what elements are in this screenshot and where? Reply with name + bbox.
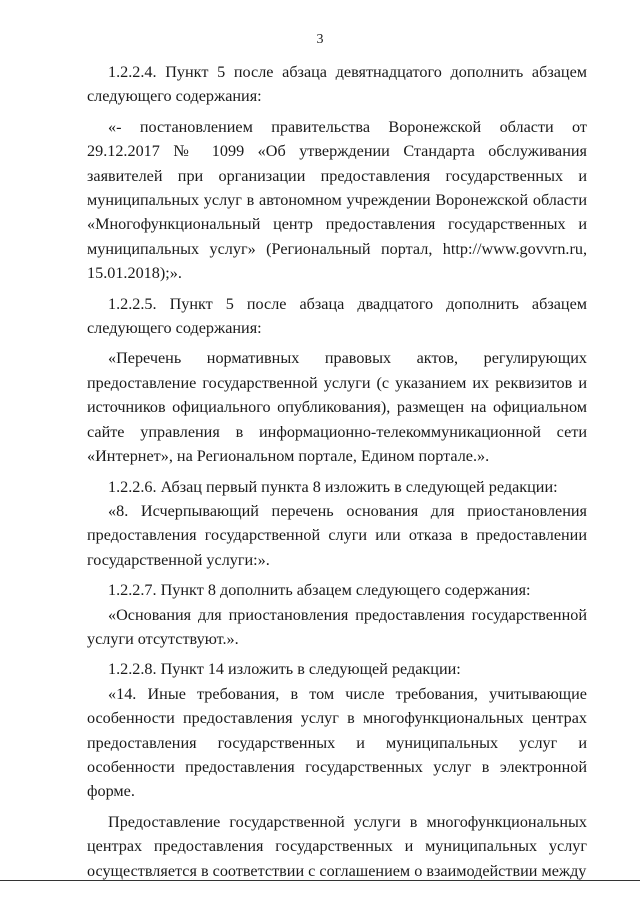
quoted-item-14: «14. Иные требования, в том числе требования, учитывающие особенности предоставления услуг в многофункциональных центрах предоставления государственных и муниципальных услуг и особенности предоставления государственных услуг в электронной форме. <box>87 684 587 801</box>
quoted-regulation: «- постановлением правительства Воронежской области от 29.12.2017 № 1099 «Об утверждении Стандарта обслуживания заявителей при организации предоставления государственных и муниципальных услуг в автономном учреждении Воронежской области «Многофункциональный центр предоставления государственных и муниципальных услуг» (Региональный портал, http://www.govvrn.ru, 15.01.2018);». <box>87 117 587 283</box>
quoted-legal-acts-list: «Перечень нормативных правовых актов, регулирующих предоставление государственной услуги (с указанием их реквизитов и источников официального опубликования), размещен на официальном сайте управления в информационно-телекоммуникационной сети «Интернет», на Региональном портале, Едином портале.». <box>87 349 587 466</box>
paragraph-1-2-2-8: 1.2.2.8. Пункт 14 изложить в следующей редакции: <box>108 660 461 679</box>
paragraph-1-2-2-5: 1.2.2.5. Пункт 5 после абзаца двадцатого дополнить абзацем следующего содержания: <box>87 294 587 338</box>
bottom-divider <box>0 880 640 881</box>
paragraph-1-2-2-6: 1.2.2.6. Абзац первый пункта 8 изложить в следующей редакции: <box>108 477 558 496</box>
paragraph-1-2-2-7: 1.2.2.7. Пункт 8 дополнить абзацем следующего содержания: <box>108 581 531 600</box>
mfc-provision-paragraph: Предоставление государственной услуги в многофункциональных центрах предоставления государственных и муниципальных услуг осуществляется в соответствии с соглашением о взаимодействии между <box>87 812 587 880</box>
paragraph-1-2-2-4: 1.2.2.4. Пункт 5 после абзаца девятнадцатого дополнить абзацем следующего содержания: <box>87 63 587 106</box>
quoted-item-8: «8. Исчерпывающий перечень основания для приостановления предоставления государственной слуги или отказа в предоставлении государственной услуги:». <box>87 501 587 569</box>
page-number: 3 <box>316 32 324 47</box>
document-body <box>87 60 587 883</box>
quoted-no-grounds: «Основания для приостановления предоставления государственной услуги отсутствуют.». <box>87 605 587 648</box>
